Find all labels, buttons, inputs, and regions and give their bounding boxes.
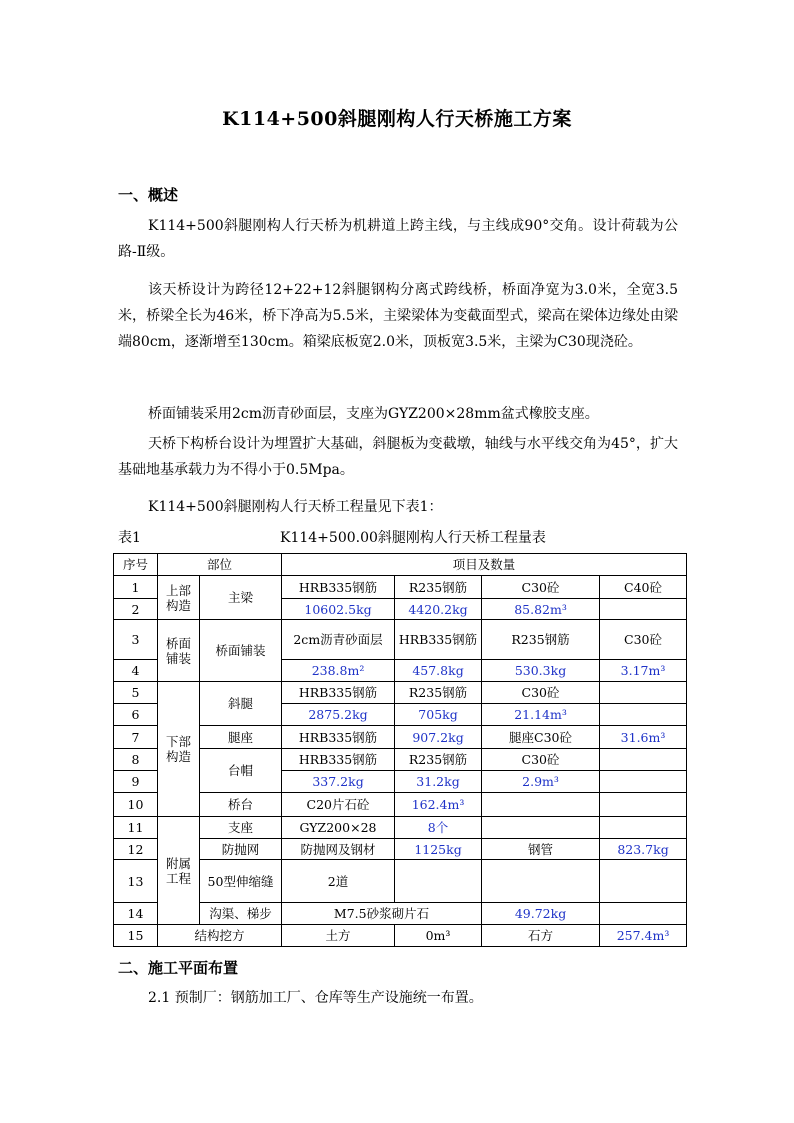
- table-cell: R235钢筋: [395, 576, 482, 599]
- sub-anti-throw-net: 防抛网: [200, 839, 282, 860]
- table-cell: R235钢筋: [395, 749, 482, 771]
- sub-main-girder: 主梁: [200, 576, 282, 620]
- document-title: K114+500斜腿刚构人行天桥施工方案: [222, 108, 572, 130]
- table-cell: 防抛网及钢材: [282, 839, 395, 860]
- table-cell: 石方: [482, 925, 600, 947]
- table-row: [114, 817, 687, 839]
- seq-cell: 4: [114, 660, 158, 682]
- paragraph-1: K114+500斜腿刚构人行天桥为机耕道上跨主线，与主线成90°交角。设计荷载为公路-Ⅱ级。: [118, 218, 678, 260]
- value-cell: 85.82m³: [482, 599, 600, 620]
- table-caption: K114+500.00斜腿刚构人行天桥工程量表: [280, 530, 546, 546]
- table-cell: HRB335钢筋: [282, 749, 395, 771]
- value-cell: 2.9m³: [482, 771, 600, 793]
- seq-cell: 5: [114, 682, 158, 704]
- sub-deck-pavement: 桥面铺装: [200, 620, 282, 682]
- paragraph-2: 该天桥设计为跨径12+22+12斜腿钢构分离式跨线桥，桥面净宽为3.0米，全宽3.5米，桥梁全长为46米，桥下净高为5.5米，主梁梁体为变截面型式，梁高在梁体边缘处由梁端80cm，逐渐增至130cm。箱梁底板宽2.0米，顶板宽3.5米，主梁为C30现浇砼。: [118, 282, 678, 350]
- seq-cell: 6: [114, 704, 158, 726]
- table-row: [114, 620, 687, 660]
- table-row: [114, 793, 687, 817]
- table-cell: [600, 817, 687, 839]
- value-cell: 1125kg: [395, 839, 482, 860]
- table-row: [114, 903, 687, 925]
- table-cell: HRB335钢筋: [282, 576, 395, 599]
- seq-cell: 13: [114, 860, 158, 903]
- table-cell: [600, 682, 687, 704]
- value-cell: 3.17m³: [600, 660, 687, 682]
- table-cell: 腿座C30砼: [482, 726, 600, 749]
- table-cell: [600, 860, 687, 903]
- table-cell: [482, 860, 600, 903]
- sub-inclined-leg: 斜腿: [200, 682, 282, 726]
- seq-cell: 8: [114, 749, 158, 771]
- sub-leg-seat: 腿座: [200, 726, 282, 749]
- value-cell: 21.14m³: [482, 704, 600, 726]
- value-cell: 457.8kg: [395, 660, 482, 682]
- paragraph-5: K114+500斜腿刚构人行天桥工程量见下表1：: [148, 499, 443, 515]
- table-cell: GYZ200×28: [282, 817, 395, 839]
- sub-bearing: 支座: [200, 817, 282, 839]
- seq-cell: 9: [114, 771, 158, 793]
- table-cell: [395, 860, 482, 903]
- seq-cell: 2: [114, 599, 158, 620]
- value-cell: 705kg: [395, 704, 482, 726]
- table-cell: HRB335钢筋: [282, 726, 395, 749]
- header-part: 部位: [158, 554, 282, 576]
- seq-cell: 11: [114, 817, 158, 839]
- table-cell: C40砼: [600, 576, 687, 599]
- table-cell: 钢管: [482, 839, 600, 860]
- value-cell: 257.4m³: [600, 925, 687, 947]
- table-cell: C20片石砼: [282, 793, 395, 817]
- paragraph-3: 桥面铺装采用2cm沥青砂面层，支座为GYZ200×28mm盆式橡胶支座。: [148, 406, 599, 422]
- value-cell: 49.72kg: [482, 903, 600, 925]
- table-cell: [600, 903, 687, 925]
- seq-cell: 1: [114, 576, 158, 599]
- table-cell: M7.5砂浆砌片石: [282, 903, 482, 925]
- table-cell: [600, 749, 687, 771]
- value-cell: 162.4m³: [395, 793, 482, 817]
- table-cell: [600, 793, 687, 817]
- table-cell: 土方: [282, 925, 395, 947]
- value-cell: 238.8m²: [282, 660, 395, 682]
- paragraph-4: 天桥下构桥台设计为埋置扩大基础，斜腿板为变截墩，轴线与水平线交角为45°，扩大基础地基承载力为不得小于0.5Mpa。: [118, 436, 678, 478]
- sub-abutment-cap: 台帽: [200, 749, 282, 793]
- header-seq: 序号: [114, 554, 158, 576]
- seq-cell: 14: [114, 903, 158, 925]
- table-cell: C30砼: [482, 576, 600, 599]
- value-cell: [600, 599, 687, 620]
- table-row: [114, 576, 687, 599]
- table-cell: [482, 817, 600, 839]
- group-lower-structure: 下部构造: [158, 682, 200, 817]
- table-row: [114, 682, 687, 704]
- table-cell: R235钢筋: [395, 682, 482, 704]
- paragraph-site-layout: 2.1 预制厂：钢筋加工厂、仓库等生产设施统一布置。: [148, 990, 483, 1006]
- seq-cell: 12: [114, 839, 158, 860]
- group-upper-structure: 上部构造: [158, 576, 200, 620]
- seq-cell: 10: [114, 793, 158, 817]
- value-cell: 8个: [395, 817, 482, 839]
- value-cell: 31.2kg: [395, 771, 482, 793]
- value-cell: 530.3kg: [482, 660, 600, 682]
- table-cell: C30砼: [600, 620, 687, 660]
- seq-cell: 15: [114, 925, 158, 947]
- table-row: [114, 860, 687, 903]
- table-row: [114, 925, 687, 947]
- table-row: [114, 749, 687, 771]
- seq-cell: 7: [114, 726, 158, 749]
- table-label: 表1: [118, 530, 141, 546]
- sub-expansion-joint: 50型伸缩缝: [200, 860, 282, 903]
- table-cell: 2道: [282, 860, 395, 903]
- quantity-table: [113, 553, 687, 947]
- value-cell: 31.6m³: [600, 726, 687, 749]
- header-items: 项目及数量: [282, 554, 687, 576]
- value-cell: 337.2kg: [282, 771, 395, 793]
- value-cell: 4420.2kg: [395, 599, 482, 620]
- section-heading-site-layout: 二、施工平面布置: [118, 959, 239, 977]
- sub-ditch-steps: 沟渠、梯步: [200, 903, 282, 925]
- table-cell: 2cm沥青砂面层: [282, 620, 395, 660]
- table-cell: C30砼: [482, 682, 600, 704]
- value-cell: 907.2kg: [395, 726, 482, 749]
- value-cell: [600, 771, 687, 793]
- value-cell: 823.7kg: [600, 839, 687, 860]
- table-row: [114, 839, 687, 860]
- table-cell: R235钢筋: [482, 620, 600, 660]
- table-cell: HRB335钢筋: [282, 682, 395, 704]
- sub-structural-excavation: 结构挖方: [158, 925, 282, 947]
- table-cell: HRB335钢筋: [395, 620, 482, 660]
- seq-cell: 3: [114, 620, 158, 660]
- table-header-row: [114, 554, 687, 576]
- group-auxiliary-works: 附属工程: [158, 817, 200, 925]
- section-heading-overview: 一、概述: [118, 186, 179, 204]
- group-deck-pavement: 桥面铺装: [158, 620, 200, 682]
- table-row: [114, 726, 687, 749]
- sub-abutment: 桥台: [200, 793, 282, 817]
- value-cell: [600, 704, 687, 726]
- table-cell: C30砼: [482, 749, 600, 771]
- value-cell: 10602.5kg: [282, 599, 395, 620]
- table-cell: 0m³: [395, 925, 482, 947]
- value-cell: 2875.2kg: [282, 704, 395, 726]
- table-cell: [482, 793, 600, 817]
